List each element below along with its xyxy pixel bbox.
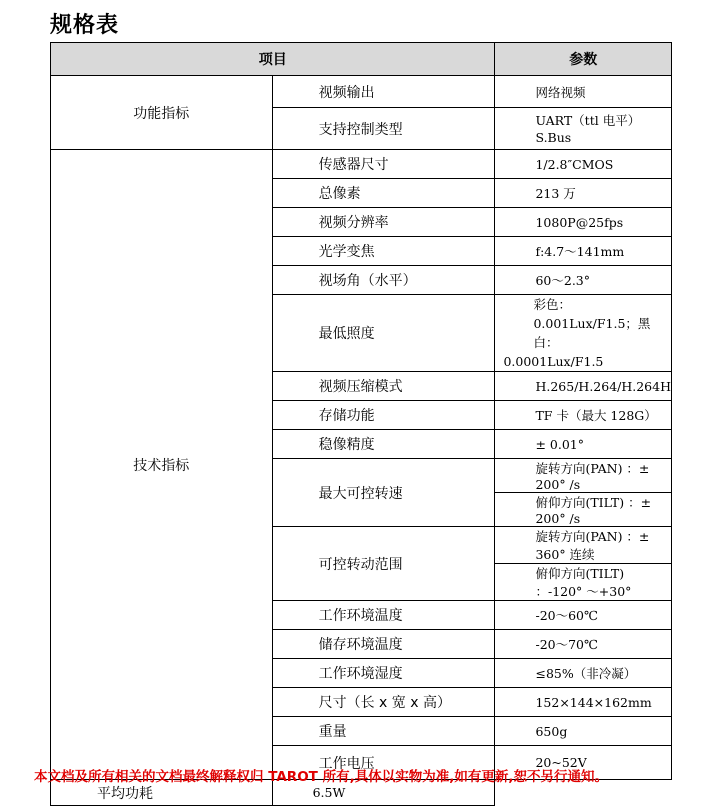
- row-value: ≤85%（非冷凝）: [495, 659, 672, 688]
- row-value: -20～70℃: [495, 630, 672, 659]
- row-value: 152×144×162mm: [495, 688, 672, 717]
- row-value: ± 0.01°: [495, 430, 672, 459]
- row-value: 650g: [495, 717, 672, 746]
- row-value: TF 卡（最大 128G）: [495, 401, 672, 430]
- row-name: 视场角（水平）: [272, 266, 495, 295]
- row-value: H.265/H.264/H.264H: [495, 372, 672, 401]
- row-name: 视频压缩模式: [272, 372, 495, 401]
- row-value: UART（ttl 电平） S.Bus: [495, 108, 672, 150]
- row-value: 旋转方向(PAN) ：± 200° /s: [495, 459, 672, 493]
- footer-disclaimer: 本文档及所有相关的文档最终解释权归 TAROT 所有,具体以实物为准,如有更新,恕不另行通知。: [34, 769, 608, 785]
- table-header-row: [51, 43, 672, 76]
- row-name: 最大可控转速: [272, 459, 495, 527]
- page-title: 规格表: [50, 13, 120, 38]
- row-value: 旋转方向(PAN) ：± 360° 连续: [495, 527, 672, 564]
- row-value: 20~52V: [495, 746, 672, 780]
- row-value: 60～2.3°: [495, 266, 672, 295]
- row-value: -20～60℃: [495, 601, 672, 630]
- group-label: 功能指标: [133, 105, 190, 122]
- row-name: 工作环境温度: [272, 601, 495, 630]
- row-name: 传感器尺寸: [272, 150, 495, 179]
- spec-table: [50, 42, 672, 806]
- row-value: 1/2.8″CMOS: [495, 150, 672, 179]
- table-row: [51, 76, 672, 108]
- row-name: 视频分辨率: [272, 208, 495, 237]
- table-row: [51, 150, 672, 179]
- row-name: 最低照度: [272, 295, 495, 372]
- row-name: 尺寸（长 x 宽 x 高）: [272, 688, 495, 717]
- row-value: 彩色：0.001Lux/F1.5；黑白： 0.0001Lux/F1.5: [495, 295, 672, 372]
- row-name: 稳像精度: [272, 430, 495, 459]
- row-name: 重量: [272, 717, 495, 746]
- row-name: 总像素: [272, 179, 495, 208]
- group-func: [51, 76, 273, 150]
- row-name: 光学变焦: [272, 237, 495, 266]
- row-name: 平均功耗: [51, 780, 273, 806]
- row-value: 6.5W: [272, 780, 495, 806]
- header-item: 项目: [51, 43, 495, 76]
- row-name: 支持控制类型: [272, 108, 495, 150]
- row-name: 存储功能: [272, 401, 495, 430]
- row-name: 储存环境温度: [272, 630, 495, 659]
- header-param: 参数: [495, 43, 672, 76]
- row-name: 工作电压: [272, 746, 495, 780]
- row-name: 视频输出: [272, 76, 495, 108]
- row-value: 俯仰方向(TILT) ：± 200° /s: [495, 493, 672, 527]
- row-value: 1080P@25fps: [495, 208, 672, 237]
- group-label: 技术指标: [133, 457, 190, 474]
- group-tech: [51, 150, 273, 780]
- row-value: 213 万: [495, 179, 672, 208]
- row-name: 可控转动范围: [272, 527, 495, 601]
- row-value: 俯仰方向(TILT) ：-120° ～+30°: [495, 564, 672, 601]
- row-value: 网络视频: [495, 76, 672, 108]
- row-value: f:4.7～141mm: [495, 237, 672, 266]
- row-name: 工作环境湿度: [272, 659, 495, 688]
